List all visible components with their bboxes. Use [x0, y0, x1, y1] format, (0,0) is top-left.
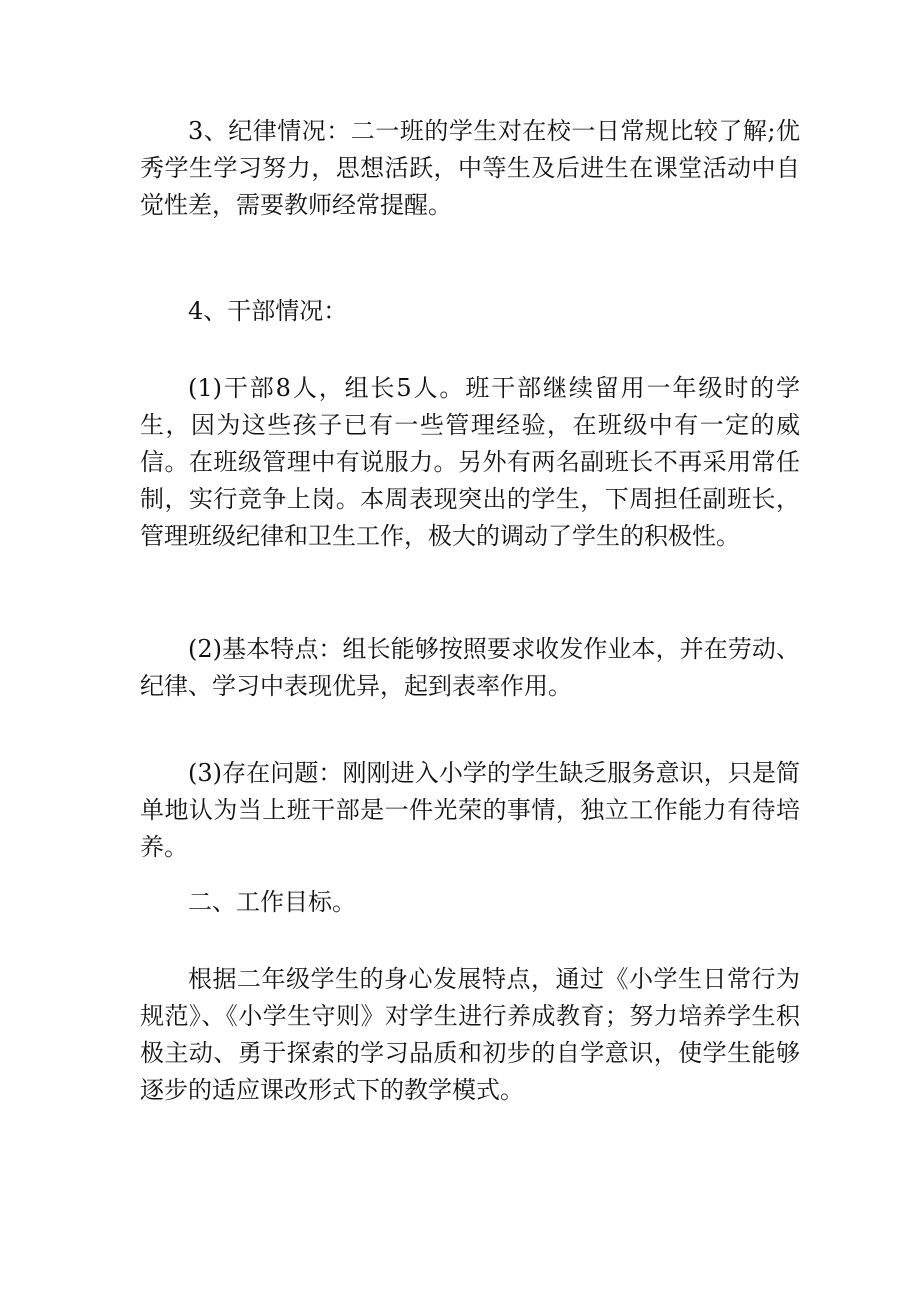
- paragraph-discipline: 3、纪律情况：二一班的学生对在校一日常规比较了解;优秀学生学习努力，思想活跃，中等生及后进生在课堂活动中自觉性差，需要教师经常提醒。: [140, 117, 800, 219]
- paragraph-goals-body: 根据二年级学生的身心发展特点，通过《小学生日常行为规范》、《小学生守则》对学生进行养成教育；努力培养学生积极主动、勇于探索的学习品质和初步的自学意识，使学生能够逐步的适应课改形式下的教学模式。: [140, 965, 800, 1104]
- paragraph-basic-features: (2)基本特点：组长能够按照要求收发作业本，并在劳动、纪律、学习中表现优异，起到表率作用。: [140, 635, 800, 700]
- heading-cadre-situation: 4、干部情况：: [188, 297, 348, 325]
- paragraph-cadre-count: (1)干部8人，组长5人。班干部继续留用一年级时的学生，因为这些孩子已有一些管理经验，在班级中有一定的威信。在班级管理中有说服力。另外有两名副班长不再采用常任制，实行竞争上岗。本周表现突出的学生，下周担任副班长，管理班级纪律和卫生工作，极大的调动了学生的积极性。: [140, 374, 800, 550]
- heading-work-goals: 二、工作目标。: [188, 888, 356, 916]
- paragraph-existing-problems: (3)存在问题：刚刚进入小学的学生缺乏服务意识，只是简单地认为当上班干部是一件光荣的事情，独立工作能力有待培养。: [140, 759, 800, 861]
